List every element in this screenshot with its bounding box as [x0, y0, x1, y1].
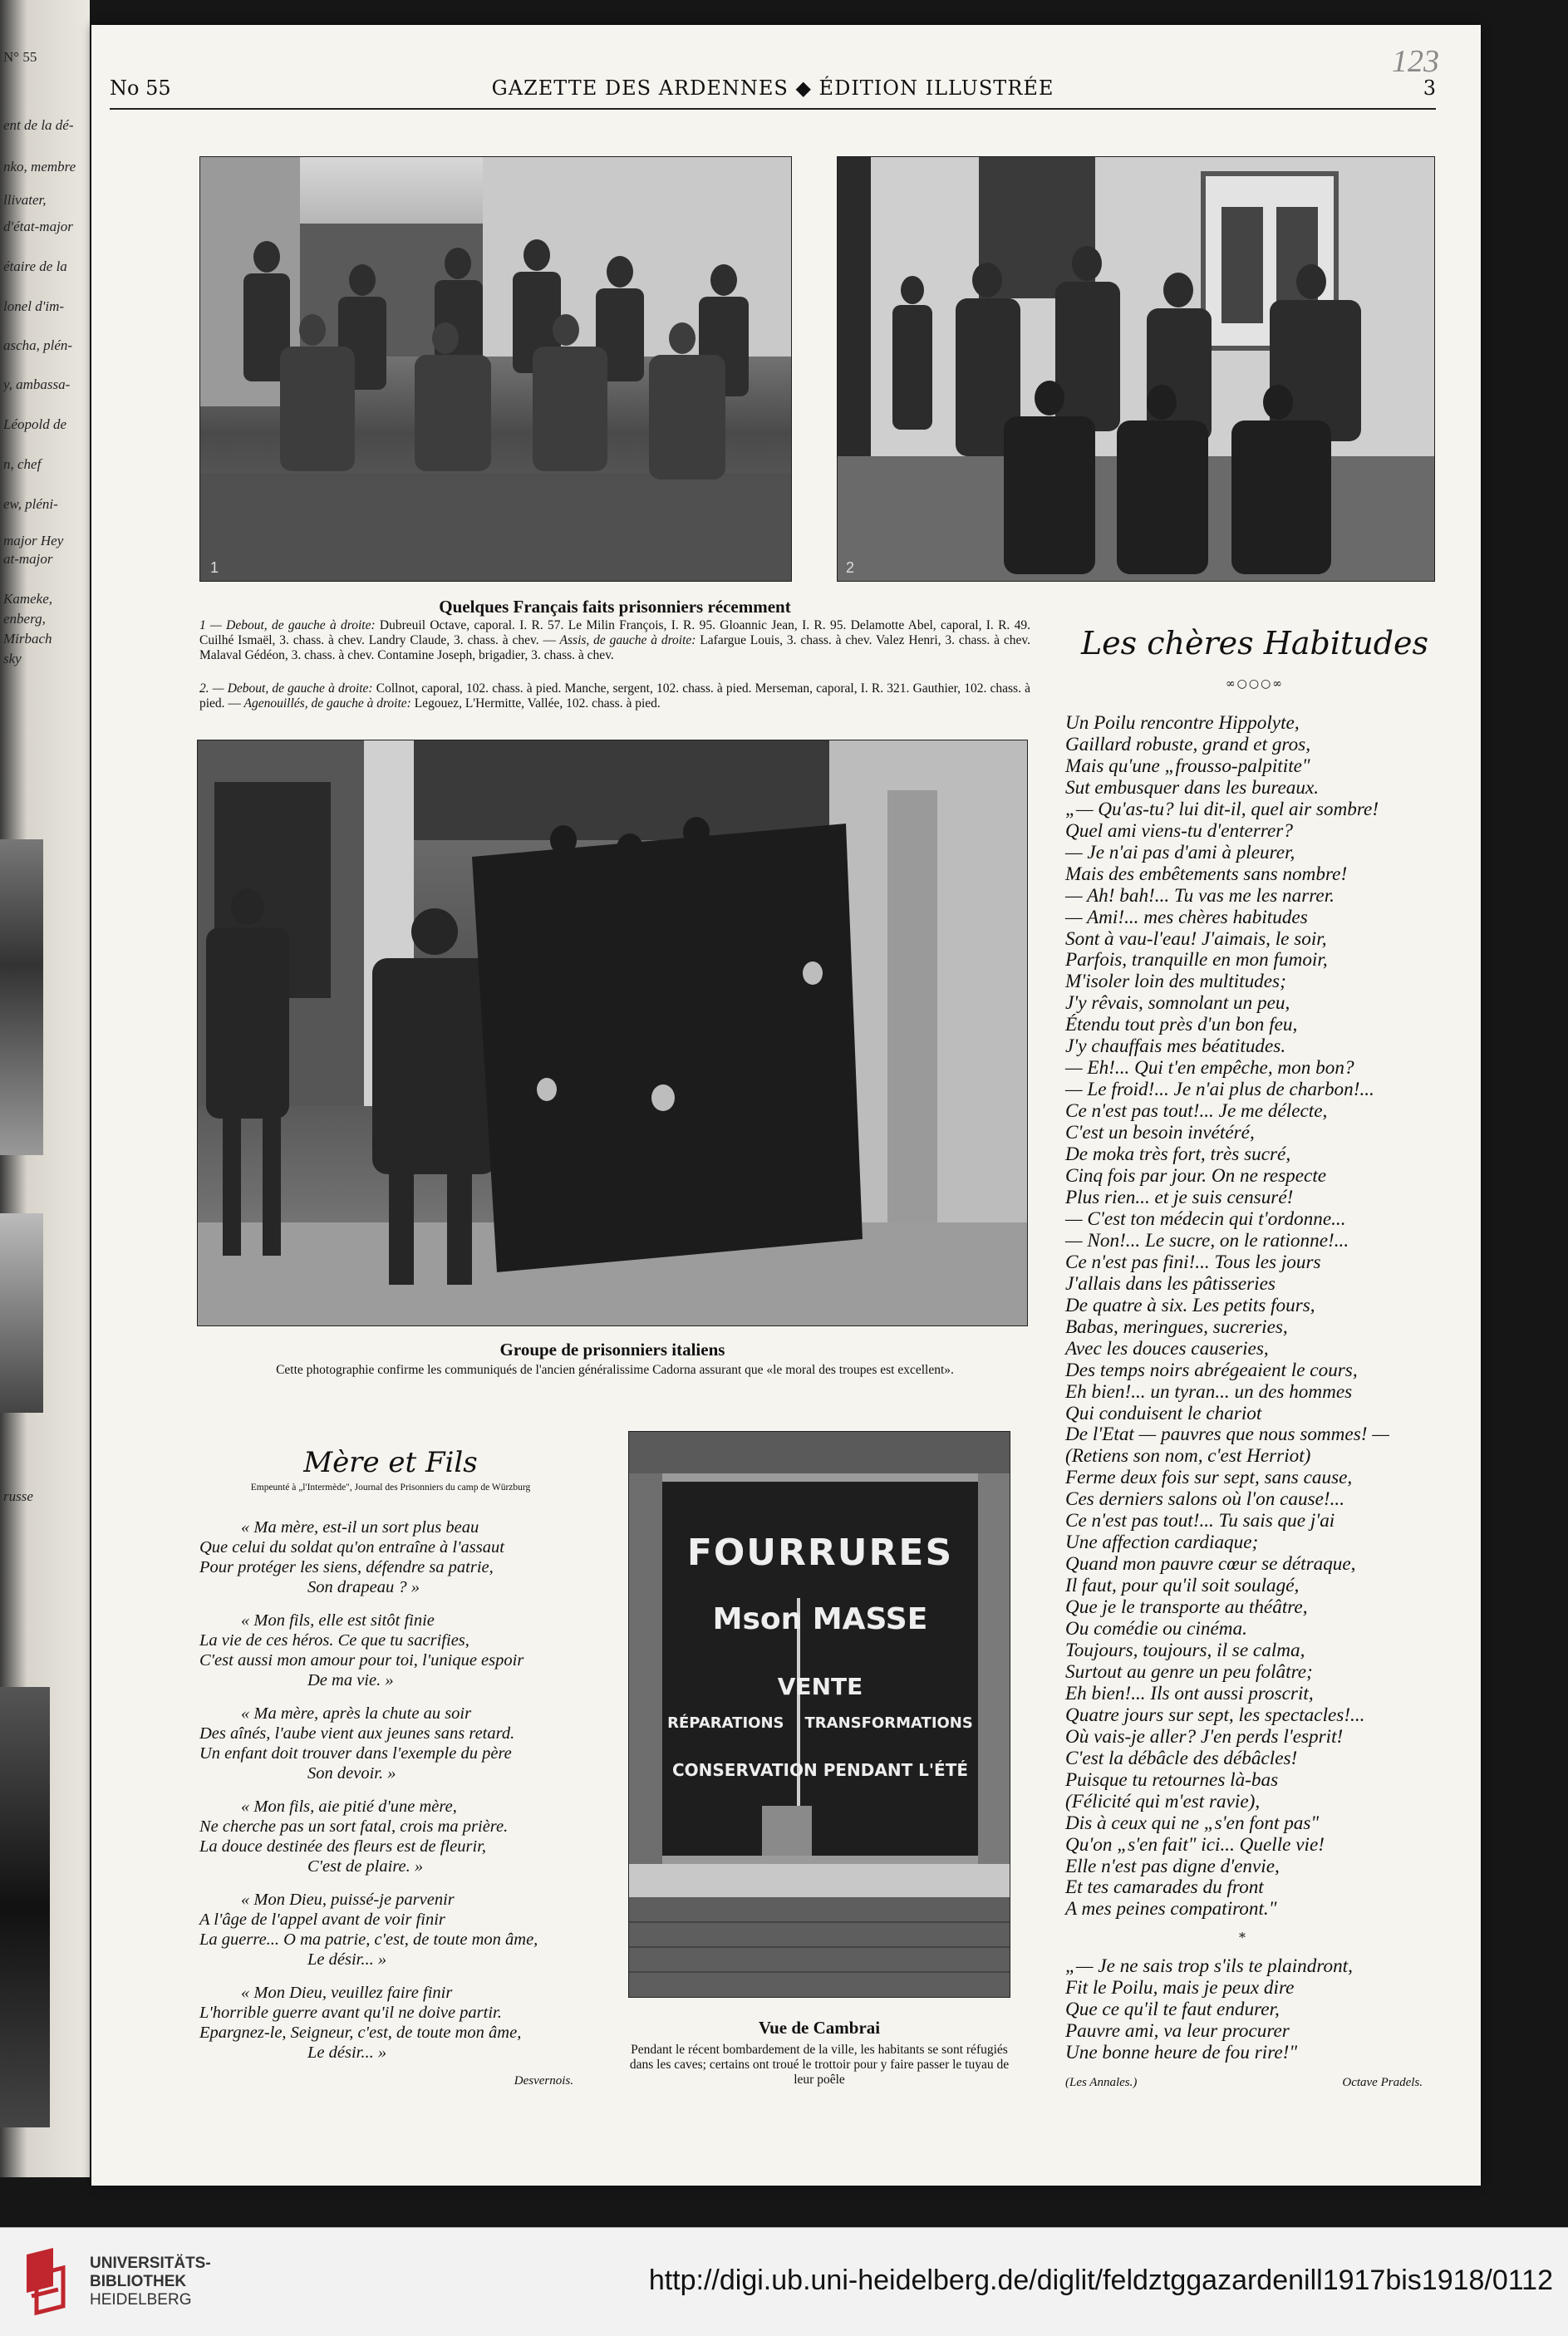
poem-line: « Mon Dieu, veuillez faire finir [241, 1984, 453, 2002]
poem-line: Dis à ceux qui ne „s'en font pas" [1065, 1812, 1320, 1834]
photo-french-prisoners-2 [837, 156, 1435, 582]
poem-line: Ce n'est pas fini!... Tous les jours [1065, 1251, 1321, 1273]
poem-line: De ma vie. » [307, 1671, 394, 1689]
poem-line: Surtout au genre un peu folâtre; [1065, 1660, 1313, 1683]
poem-line: « Mon Dieu, puissé-je parvenir [241, 1891, 455, 1909]
poem-line: Étendu tout près d'un bon feu, [1065, 1014, 1298, 1036]
poem-line: Eh bien!... Ils ont aussi proscrit, [1065, 1682, 1314, 1704]
poem-author: Desvernois. [514, 2074, 573, 2088]
caption-names: Lafargue Louis, 3. chass. à chev. Valez Henri, 3. chass. à chev. Malaval Gédéon, 3. chass. à chev. Contamine Joseph, brigadier, 3. chass. à chev. [199, 633, 1030, 662]
poem-line: Pour protéger les siens, défendre sa patrie, [199, 1558, 494, 1576]
poem-line: — Le froid!... Je n'ai plus de charbon!... [1065, 1079, 1374, 1101]
poem-line: J'y rêvais, somnolant un peu, [1065, 992, 1290, 1015]
poem-line: Ne cherche pas un sort fatal, crois ma prière. [199, 1817, 509, 1836]
caption-names: Collnot, caporal, 102. chass. à pied. Manche, sergent, 102. chass. à pied. Merseman, caporal, I. R. 321. Gauthier, 102. chass. à pied. — [199, 681, 1030, 711]
poem-line: — Je n'ai pas d'ami à pleurer, [1065, 841, 1295, 863]
poem-line: Ce n'est pas tout!... Je me délecte, [1065, 1100, 1328, 1123]
poem-line: Toujours, toujours, il se calma, [1065, 1639, 1305, 1661]
caption-label: Assis, de gauche à droite: [555, 633, 696, 647]
poem-line: C'est de plaire. » [307, 1857, 424, 1876]
library-footer [0, 2227, 1568, 2336]
poem-line: La douce destinée des fleurs est de fleurir, [199, 1837, 487, 1856]
strip-fragment: Mirbach [3, 631, 52, 647]
library-name-line: BIBLIOTHEK [90, 2273, 187, 2290]
poem-line: Pauvre ami, va leur procurer [1065, 2019, 1290, 2042]
poem-line: — Ami!... mes chères habitudes [1065, 906, 1308, 928]
poem-line: De quatre à six. Les petits fours, [1065, 1294, 1315, 1316]
photo-french-prisoners-1 [199, 156, 792, 582]
strip-fragment: llivater, [3, 192, 47, 208]
poem-line: Des temps noirs abrégeaient le cours, [1065, 1359, 1358, 1381]
poem-line: Où vais-je aller? J'en perds l'esprit! [1065, 1725, 1344, 1748]
strip-fragment: Léopold de [3, 416, 67, 432]
poem-line: „— Je ne sais trop s'ils te plaindront, [1065, 1955, 1353, 1977]
poem-line: La guerre... O ma patrie, c'est, de toute mon âme, [199, 1930, 538, 1949]
poem-line: Et tes camarades du front [1065, 1876, 1264, 1899]
university-library-logo [20, 2246, 73, 2319]
poem-line: Un Poilu rencontre Hippolyte, [1065, 712, 1300, 734]
poem-line: Quand mon pauvre cœur se détraque, [1065, 1553, 1356, 1576]
strip-fragment: sky [3, 651, 22, 666]
poem-line: J'allais dans les pâtisseries [1065, 1272, 1276, 1295]
poem-title: Mère et Fils [303, 1446, 478, 1479]
poem-line: Elle n'est pas digne d'envie, [1065, 1855, 1280, 1877]
strip-fragment: major Hey [3, 533, 64, 548]
library-name-line: HEIDELBERG [90, 2291, 192, 2309]
poem-line: J'y chauffais mes béatitudes. [1065, 1035, 1286, 1058]
poem-line: Une bonne heure de fou rire!" [1065, 2041, 1298, 2063]
poem-line: Mais qu'une „frousso-palpitite" [1065, 755, 1310, 777]
strip-fragment: ent de la dé- [3, 117, 74, 133]
poem-line: C'est un besoin invétéré, [1065, 1122, 1255, 1144]
poem-line: (Félicité qui m'est ravie), [1065, 1790, 1261, 1812]
stanza-gap [199, 1597, 582, 1611]
poem-line: « Mon fils, aie pitié d'une mère, [241, 1797, 457, 1816]
poem-source: (Les Annales.) [1065, 2076, 1138, 2089]
poem-subtitle: Empeunté à „l'Intermède", Journal des Prisonniers du camp de Würzburg [250, 1483, 531, 1493]
caption-names: Dubreuil Octave, caporal. I. R. 57. Le Milin François, I. R. 95. Gloannic Jean, I. R. 95. Delamotte Abel, caporal, I. R. 49. Cuilhé Ismaël, 3. chass. à chev. Landry Claude, 3. chass. à chev. — [199, 618, 1030, 647]
poem-line: Le désir... » [307, 1950, 387, 1969]
strip-fragment: n, chef [3, 456, 42, 472]
poem-line: Sont à vau-l'eau! J'aimais, le soir, [1065, 927, 1327, 950]
poem-line: C'est aussi mon amour pour toi, l'unique espoir [199, 1651, 524, 1670]
poem-line: Quel ami viens-tu d'enterrer? [1065, 819, 1293, 842]
permalink-url[interactable]: http://digi.ub.uni-heidelberg.de/diglit/feldztggazardenill1917bis1918/0112 [648, 2265, 1553, 2296]
strip-fragment: Kameke, [3, 591, 53, 607]
poem-line: — Non!... Le sucre, on le rationne!... [1065, 1229, 1349, 1252]
photo-number: 1 [210, 559, 219, 576]
poem-line: Ces derniers salons où l'on cause!... [1065, 1488, 1345, 1511]
poem-line: « Ma mère, après la chute au soir [241, 1704, 472, 1723]
poem-line: La vie de ces héros. Ce que tu sacrifies, [199, 1631, 469, 1650]
shop-sign-line: FOURRURES [686, 1532, 954, 1574]
poem-body [199, 1517, 582, 2063]
photo-caption-title: Vue de Cambrai [758, 2018, 881, 2038]
poem-line: Epargnez-le, Seigneur, c'est, de toute mon âme, [199, 2024, 522, 2042]
university-library-name [90, 2255, 211, 2309]
poem-line: Son drapeau ? » [307, 1578, 420, 1596]
poem-line: Qui conduisent le chariot [1065, 1402, 1262, 1424]
stanza-gap [199, 1970, 582, 1983]
poem-line: Babas, meringues, sucreries, [1065, 1316, 1288, 1338]
poem-line: M'isoler loin des multitudes; [1065, 971, 1286, 993]
strip-fragment: nko, membre [3, 159, 76, 175]
poem-line: C'est la débâcle des débâcles! [1065, 1747, 1298, 1769]
photo-cambrai-shop [628, 1431, 1010, 1998]
library-name-line: UNIVERSITÄTS- [90, 2255, 211, 2272]
issue-number: No 55 [110, 76, 171, 100]
poem-line: Que celui du soldat qu'on entraîne à l'assaut [199, 1538, 504, 1557]
strip-fragment: N° 55 [3, 49, 37, 65]
poem-line: « Mon fils, elle est sitôt finie [241, 1611, 435, 1630]
strip-fragment: d'état-major [3, 219, 73, 234]
poem-line: — Ah! bah!... Tu vas me les narrer. [1065, 884, 1335, 907]
poem-line: Une affection cardiaque; [1065, 1532, 1259, 1554]
photo-caption-text-1 [199, 618, 1030, 663]
poem-body [1065, 713, 1448, 1920]
poem-line: Fit le Poilu, mais je peux dire [1065, 1976, 1295, 1999]
poem-line: Ou comédie ou cinéma. [1065, 1618, 1247, 1640]
page-header [110, 76, 1436, 110]
stanza-gap [199, 1876, 582, 1890]
poem-body-ending [1065, 1956, 1448, 2064]
photo-caption-text: Pendant le récent bombardement de la ville, les habitants se sont réfugiés dans les caves; certains ont troué le trottoir pour y faire passer le tuyau de leur poêle [629, 2043, 1010, 2087]
newspaper-title: GAZETTE DES ARDENNES ◆ ÉDITION ILLUSTRÉE [491, 76, 1054, 100]
poem-line: « Ma mère, est-il un sort plus beau [241, 1518, 479, 1537]
poem-line: „— Qu'as-tu? lui dit-il, quel air sombre! [1065, 798, 1379, 820]
poem-line: Gaillard robuste, grand et gros, [1065, 733, 1311, 755]
poem-title: Les chères Habitudes [1080, 625, 1429, 661]
poem-line: Le désir... » [307, 2043, 387, 2062]
poem-separator: * [1239, 1930, 1246, 1945]
poem-line: De l'Etat — pauvres que nous sommes! — [1065, 1424, 1389, 1446]
strip-fragment: enberg, [3, 611, 46, 627]
photo-caption-title: Groupe de prisonniers italiens [499, 1340, 725, 1360]
poem-line: Un enfant doit trouver dans l'exemple du père [199, 1744, 512, 1763]
poem-line: Il faut, pour qu'il soit soulagé, [1065, 1575, 1300, 1597]
poem-line: — C'est ton médecin qui t'ordonne... [1065, 1207, 1346, 1230]
photo-italian-prisoners [197, 740, 1028, 1326]
strip-fragment: ascha, plén- [3, 337, 73, 353]
photo-caption-text: Cette photographie confirme les communiqués de l'ancien généralissime Cadorna assurant que «le moral des troupes est excellent». [276, 1363, 954, 1377]
strip-fragment: russe [3, 1488, 33, 1504]
poem-line: Ce n'est pas tout!... Tu sais que j'ai [1065, 1510, 1335, 1532]
strip-fragment: lonel d'im- [3, 298, 65, 314]
poem-line: (Retiens son nom, c'est Herriot) [1065, 1445, 1311, 1468]
poem-ornament: ∞○○○∞ [1226, 677, 1284, 691]
strip-fragment: ew, pléni- [3, 496, 58, 512]
strip-fragment: y, ambassa- [3, 376, 71, 392]
poem-line: Cinq fois par jour. On ne respecte [1065, 1165, 1327, 1188]
poem-line: Qu'on „s'en fait" ici... Quelle vie! [1065, 1833, 1325, 1856]
poem-line: Eh bien!... un tyran... un des hommes [1065, 1380, 1353, 1403]
photo-caption-text-2 [199, 681, 1030, 711]
strip-fragment: at-major [3, 551, 53, 567]
poem-line: Des aînés, l'aube vient aux jeunes sans retard. [199, 1724, 515, 1743]
poem-line: Avec les douces causeries, [1065, 1337, 1269, 1360]
strip-fragment: étaire de la [3, 258, 67, 274]
poem-line: Sut embusquer dans les bureaux. [1065, 776, 1320, 799]
poem-author: Octave Pradels. [1342, 2076, 1423, 2089]
poem-line: A mes peines compatiront." [1065, 1898, 1277, 1920]
caption-names: Legouez, L'Hermitte, Vallée, 102. chass. à pied. [410, 696, 661, 711]
poem-line: — Eh!... Qui t'en empêche, mon bon? [1065, 1057, 1354, 1079]
poem-line: Quatre jours sur sept, les spectacles!... [1065, 1704, 1365, 1726]
poem-line: Parfois, tranquille en mon fumoir, [1065, 949, 1328, 971]
poem-line: Mais des embêtements sans nombre! [1065, 863, 1348, 885]
poem-line: Ferme deux fois sur sept, sans cause, [1065, 1467, 1353, 1489]
caption-label: 2. — Debout, de gauche à droite: [199, 681, 373, 696]
handwritten-page-number: 123 [1392, 44, 1439, 79]
page-number: 3 [1423, 76, 1436, 100]
strip-photo [0, 1213, 43, 1413]
caption-label: Agenouillés, de gauche à droite: [240, 696, 411, 711]
poem-line: A l'âge de l'appel avant de voir finir [199, 1911, 445, 1929]
photo-caption-title: Quelques Français faits prisonniers récemment [439, 597, 791, 617]
adjacent-page-strip [0, 0, 90, 2177]
shop-sign-line: VENTE [777, 1673, 863, 1700]
stanza-gap [199, 1690, 582, 1704]
shop-sign-line: RÉPARATIONS TRANSFORMATIONS [667, 1714, 973, 1732]
poem-line: De moka très fort, très sucré, [1065, 1143, 1291, 1166]
caption-label: 1 — Debout, de gauche à droite: [199, 618, 376, 632]
poem-line: Plus rien... et je suis censuré! [1065, 1186, 1294, 1208]
shop-sign-line: Mson MASSE [712, 1602, 928, 1636]
poem-line: Que ce qu'il te faut endurer, [1065, 1998, 1280, 2020]
poem-line: Que je le transporte au théâtre, [1065, 1596, 1308, 1619]
strip-photo [0, 839, 43, 1155]
poem-line: Son devoir. » [307, 1764, 396, 1783]
poem-line: Puisque tu retournes là-bas [1065, 1768, 1279, 1791]
shop-sign-line: CONSERVATION PENDANT L'ÉTÉ [671, 1760, 969, 1780]
photo-number: 2 [846, 559, 855, 576]
poem-line: L'horrible guerre avant qu'il ne doive partir. [199, 2004, 502, 2022]
stanza-gap [199, 1783, 582, 1797]
strip-photo [0, 1687, 50, 2127]
